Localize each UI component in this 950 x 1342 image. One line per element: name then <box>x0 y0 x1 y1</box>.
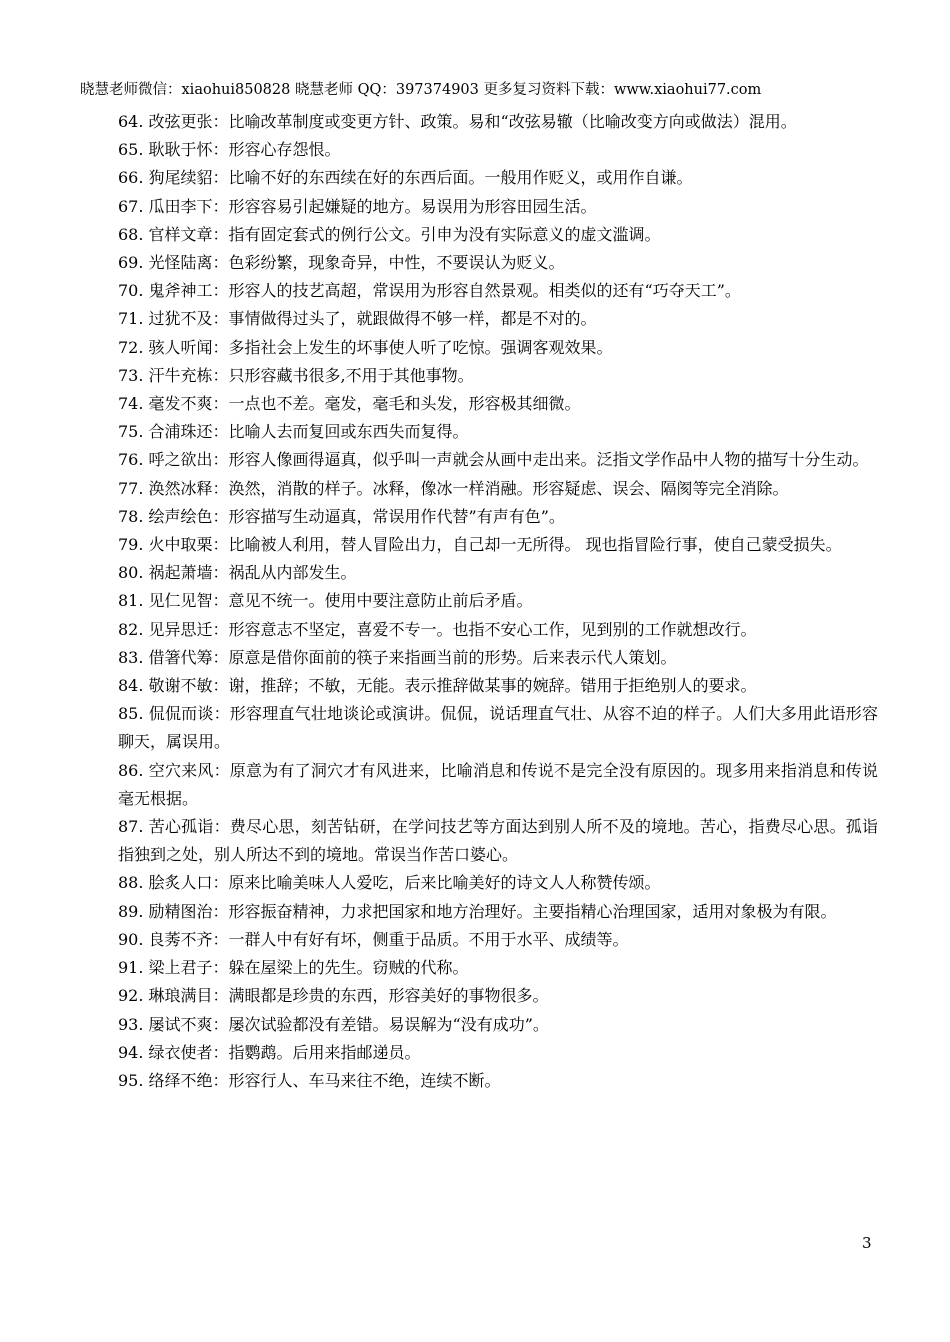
list-item: 88. 脍炙人口：原来比喻美味人人爱吃，后来比喻美好的诗文人人称赞传颂。 <box>118 873 661 893</box>
list-item: 92. 琳琅满目：满眼都是珍贵的东西，形容美好的事物很多。 <box>118 986 549 1006</box>
list-item: 64. 改弦更张：比喻改革制度或变更方针、政策。易和“改弦易辙（比喻改变方向或做法）混用。 <box>118 112 797 131</box>
list-item: 94. 绿衣使者：指鹦鹉。后用来指邮递员。 <box>118 1042 421 1062</box>
list-item: 90. 良莠不齐：一群人中有好有坏，侧重于品质。不用于水平、成绩等。 <box>118 929 629 949</box>
list-item: 74. 毫发不爽：一点也不差。毫发，毫毛和头发，形容极其细微。 <box>118 394 581 414</box>
list-item: 81. 见仁见智：意见不统一。使用中要注意防止前后矛盾。 <box>118 591 533 611</box>
list-item: 95. 络绎不绝：形容行人、车马来往不绝，连续不断。 <box>118 1070 501 1090</box>
list-item: 82. 见异思迁：形容意志不坚定，喜爱不专一。也指不安心工作，见到别的工作就想改行。 <box>118 619 757 639</box>
list-item: 80. 祸起萧墙：祸乱从内部发生。 <box>118 563 357 583</box>
list-item: 65. 耿耿于怀：形容心存怨恨。 <box>118 140 341 160</box>
list-item: 67. 瓜田李下：形容容易引起嫌疑的地方。易误用为形容田园生活。 <box>118 196 597 216</box>
list-item: 73. 汗牛充栋：只形容藏书很多,不用于其他事物。 <box>118 365 474 385</box>
list-item: 72. 骇人听闻：多指社会上发生的坏事使人听了吃惊。强调客观效果。 <box>118 337 613 357</box>
idiom-list <box>118 108 878 1095</box>
list-item: 89. 励精图治：形容振奋精神，力求把国家和地方治理好。主要指精心治理国家，适用对象极为有限。 <box>118 901 837 921</box>
page-header: 晓慧老师微信：xiaohui850828 晓慧老师 QQ：397374903 更多复习资料下载：www.xiaohui77.com <box>80 82 762 98</box>
list-item: 69. 光怪陆离：色彩纷繁，现象奇异，中性，不要误认为贬义。 <box>118 253 565 273</box>
list-item: 70. 鬼斧神工：形容人的技艺高超，常误用为形容自然景观。相类似的还有“巧夺天工”。 <box>118 281 741 301</box>
list-item: 84. 敬谢不敏：谢，推辞；不敏，无能。表示推辞做某事的婉辞。错用于拒绝别人的要求。 <box>118 676 757 696</box>
list-item: 91. 梁上君子：躲在屋梁上的先生。窃贼的代称。 <box>118 958 469 978</box>
list-item: 83. 借箸代筹：原意是借你面前的筷子来指画当前的形势。后来表示代人策划。 <box>118 647 677 667</box>
list-item: 71. 过犹不及：事情做得过头了，就跟做得不够一样，都是不对的。 <box>118 309 597 329</box>
list-item: 75. 合浦珠还：比喻人去而复回或东西失而复得。 <box>118 422 469 442</box>
list-item: 79. 火中取栗：比喻被人利用，替人冒险出力，自己却一无所得。 现也指冒险行事，使自己蒙受损失。 <box>118 535 842 555</box>
list-item: 87. 苦心孤诣：费尽心思，刻苦钻研，在学问技艺等方面达到别人所不及的境地。苦心，指费尽心思。孤诣指独到之处，别人所达不到的境地。常误当作苦口婆心。 <box>118 817 878 865</box>
list-item: 76. 呼之欲出：形容人像画得逼真，似乎叫一声就会从画中走出来。泛指文学作品中人物的描写十分生动。 <box>118 450 869 470</box>
list-item: 68. 官样文章：指有固定套式的例行公文。引申为没有实际意义的虚文滥调。 <box>118 224 661 244</box>
list-item: 66. 狗尾续貂：比喻不好的东西续在好的东西后面。一般用作贬义，或用作自谦。 <box>118 168 693 188</box>
list-item: 77. 涣然冰释：涣然，消散的样子。冰释，像冰一样消融。形容疑虑、误会、隔阂等完全消除。 <box>118 478 789 498</box>
page-number: 3 <box>862 1234 872 1252</box>
list-item: 78. 绘声绘色：形容描写生动逼真，常误用作代替”有声有色”。 <box>118 506 565 526</box>
list-item: 86. 空穴来风：原意为有了洞穴才有风进来，比喻消息和传说不是完全没有原因的。现多用来指消息和传说毫无根据。 <box>118 760 878 808</box>
list-item: 93. 屡试不爽：屡次试验都没有差错。易误解为“没有成功”。 <box>118 1014 549 1034</box>
list-item: 85. 侃侃而谈：形容理直气壮地谈论或演讲。侃侃，说话理直气壮、从容不迫的样子。人们大多用此语形容聊天，属误用。 <box>118 704 878 752</box>
